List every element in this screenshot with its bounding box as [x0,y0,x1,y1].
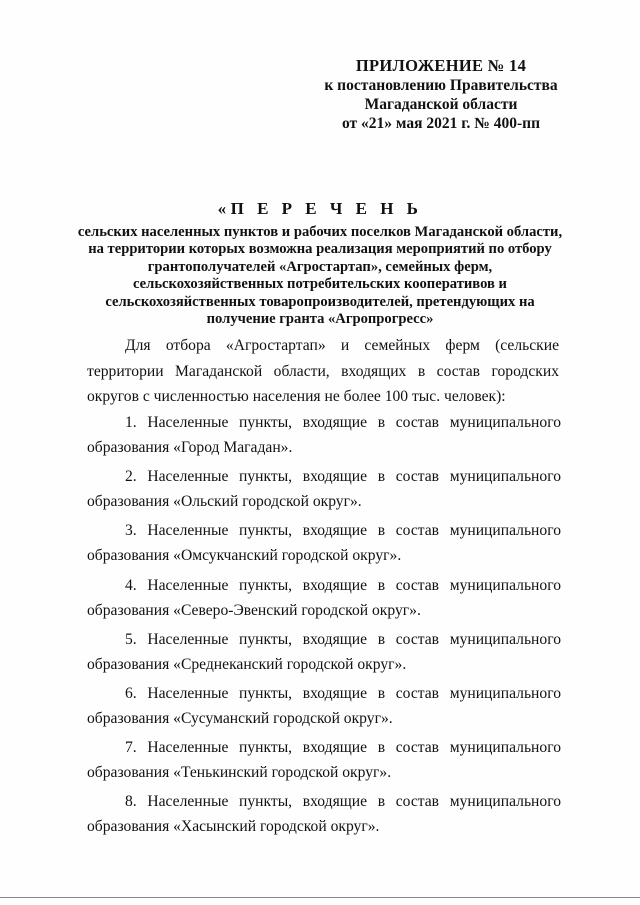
list-item [87,410,561,460]
list-item [87,627,561,677]
list-item-municipality: образования «Город Магадан». [87,439,293,456]
list-item [87,681,561,731]
list-item-line: 5. Населенные пункты, входящие в состав муниципального [125,630,561,648]
page-bottom-edge [0,897,640,898]
list-item-line: 6. Населенные пункты, входящие в состав муниципального [125,684,561,702]
list-item [87,789,561,839]
list-item-municipality: образования «Среднеканский городской округ». [87,655,407,673]
list-item [87,573,561,623]
list-item-line: 1. Населенные пункты, входящие в состав муниципального [125,414,561,431]
appendix-line-date: от «21» мая 2021 г. № 400-пп [341,115,540,132]
document-heading [60,198,580,328]
appendix-title: ПРИЛОЖЕНИЕ № 14 [355,56,527,75]
list-item [87,464,561,514]
list-item-line: 8. Населенные пункты, входящие в состав муниципального [125,793,561,811]
appendix-header [316,56,566,133]
settlements-list [87,410,561,844]
list-item-municipality: образования «Хасынский городской округ». [87,818,380,836]
list-item-municipality: образования «Северо-Эвенский городской округ». [87,601,421,619]
heading-subtitle: сельских населенных пунктов и рабочих поселков Магаданской области, на территории которых возможна реализация мероприятий по отбору грантополучателей «Агростартап», семейных ферм, сельскохозяйственных потребительских кооперативов и сельскохозяйственных товаропроизводителей, претендующих на получение гранта «Агропрогресс» [77,224,563,328]
list-item-municipality: образования «Ольский городской округ». [87,493,362,511]
list-item-municipality: образования «Тенькинский городской округ». [87,764,392,782]
list-item-line: 7. Населенные пункты, входящие в состав муниципального [125,739,561,757]
list-item [87,518,561,568]
intro-paragraph: Для отбора «Агростартап» и семейных ферм (сельские территории Магаданской области, входящих в состав городских округов с численностью населения не более 100 тыс. человек): [87,337,559,405]
appendix-line-decree: к постановлению Правительства [324,77,558,94]
appendix-line-region: Магаданской области [364,96,518,113]
heading-title: «П Е Р Е Ч Е Н Ь [217,199,423,218]
list-item-line: 3. Населенные пункты, входящие в состав муниципального [125,522,561,540]
list-item [87,735,561,785]
list-item-line: 4. Населенные пункты, входящие в состав муниципального [125,576,561,594]
list-item-line: 2. Населенные пункты, входящие в состав муниципального [125,468,561,486]
list-item-municipality: образования «Омсукчанский городской округ». [87,547,402,565]
list-item-municipality: образования «Сусуманский городской округ». [87,709,393,727]
